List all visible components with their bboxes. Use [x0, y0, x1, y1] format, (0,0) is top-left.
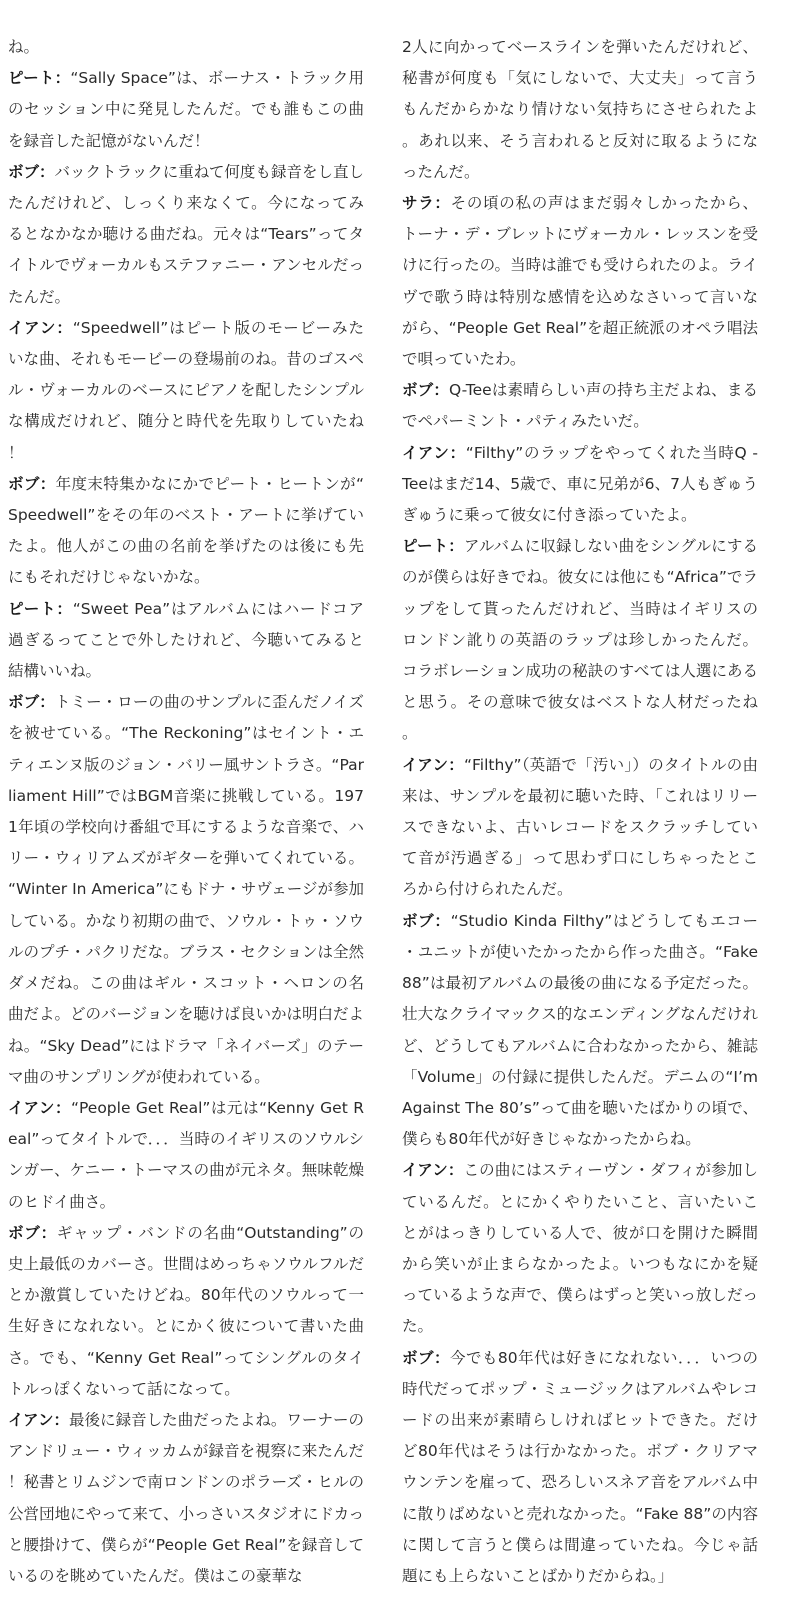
paragraph-text: “People Get Real”は元は“Kenny Get Real”ってタイトルで．．．当時のイギリスのソウルシンガー、ケニー・トーマスの曲が元ネタ。無味乾燥のヒドイ曲さ。: [8, 1098, 364, 1211]
speaker-label: ピート：: [8, 69, 71, 88]
paragraph: [402, 750, 758, 906]
speaker-label: イアン：: [402, 1161, 464, 1180]
speaker-label: ボブ：: [402, 1348, 450, 1367]
paragraph: [8, 1405, 364, 1592]
paragraph-text: “Filthy”（英語で「汚い」）のタイトルの由来は、サンプルを最初に聴いた時、「これはリリースできないよ、古いレコードをスクラッチしていて音が汚過ぎる」って思わず口にしちゃったところから付けられたんだ。: [402, 755, 758, 899]
speaker-label: ピート：: [402, 537, 464, 556]
speaker-label: サラ：: [402, 194, 451, 213]
paragraph: [402, 32, 758, 188]
paragraph-text: トミー・ローの曲のサンプルに歪んだノイズを被せている。“The Reckoning”はセイント・エティエンヌ版のジョン・バリー風サントラさ。“Parliament Hill”ではBGM音楽に挑戦している。1971年頃の学校向け番組で耳にするような音楽で、ハリー・ウィリアムズがギターを弾いてくれている。“Winter In America”にもドナ・サヴェージが参加している。かなり初期の曲で、ソウル・トゥ・ソウルのプチ・パクリだな。ブラス・セクションは全然ダメだね。この曲はギル・スコット・ヘロンの名曲だよ。どのバージョンを聴けば良いかは明白だよね。“Sky Dead”にはドラマ「ネイバーズ」のテーマ曲のサンプリングが使われている。: [8, 693, 364, 1086]
paragraph: [402, 1155, 758, 1342]
paragraph-text: バックトラックに重ねて何度も録音をし直したんだけれど、しっくり来なくて。今になってみるとなかなか聴ける曲だね。元々は“Tears”ってタイトルでヴォーカルもステファニー・アンセルだったんだ。: [8, 162, 364, 306]
speaker-label: イアン：: [402, 755, 464, 774]
speaker-label: ボブ：: [402, 911, 451, 930]
paragraph: [402, 531, 758, 749]
paragraph: [8, 1218, 364, 1405]
paragraph-text: ね。: [8, 38, 40, 56]
paragraph-text: 年度末特集かなにかでピート・ヒートンが“Speedwell”をその年のベスト・アートに挙げていたよ。他人がこの曲の名前を挙げたのは後にも先にもそれだけじゃないかな。: [8, 474, 364, 587]
paragraph: [8, 32, 364, 63]
speaker-label: ピート：: [8, 599, 73, 618]
speaker-label: ボブ：: [8, 474, 56, 493]
speaker-label: ボブ：: [8, 1223, 57, 1242]
paragraph-text: Q-Teeは素晴らしい声の持ち主だよね、まるでペパーミント・パティみたいだ。: [402, 381, 758, 431]
speaker-label: ボブ：: [8, 693, 55, 712]
paragraph: [402, 438, 758, 532]
speaker-label: イアン：: [8, 1410, 70, 1429]
speaker-label: イアン：: [402, 443, 466, 462]
speaker-label: ボブ：: [8, 162, 55, 181]
paragraph: [402, 1343, 758, 1593]
paragraph-text: “Speedwell”はピート版のモービーみたいな曲、それもモービーの登場前のね。昔のゴスペル・ヴォーカルのベースにピアノを配したシンプルな構成だけれど、随分と時代を先取りしていたね！: [8, 318, 364, 462]
paragraph: [402, 906, 758, 1156]
paragraph: [8, 1093, 364, 1218]
paragraph-text: 今でも80年代は好きになれない．．．いつの時代だってポップ・ミュージックはアルバムやレコードの出来が素晴らしければヒットできた。だけど80年代はそうは行かなかった。ボブ・クリアマウンテンを雇って、恐ろしいスネア音をアルバム中に散りばめないと売れなかった。“Fake 88”の内容に関して言うと僕らは間違っていたね。今じゃ話題にも上らないことばかりだからね。」: [402, 1348, 758, 1585]
paragraph: [8, 594, 364, 688]
paragraph-text: その頃の私の声はまだ弱々しかったから、トーナ・デ・ブレットにヴォーカル・レッスンを受けに行ったの。当時は誰でも受けられたのよ。ライヴで歌う時は特別な感情を込めなさいって言いながら、“People Get Real”を超正統派のオペラ唱法で唄っていたわ。: [402, 194, 758, 369]
paragraph-text: “Studio Kinda Filthy”はどうしてもエコー・ユニットが使いたかったから作った曲さ。“Fake 88”は最初アルバムの最後の曲になる予定だった。壮大なクライマックス的なエンディングなんだけれど、どうしてもアルバムに合わなかったから、雑誌「Volume」の付録に提供したんだ。デニムの“I’m Against The 80’s”って曲を聴いたばかりの頃で、僕らも80年代が好きじゃなかったからね。: [402, 911, 758, 1149]
speaker-label: イアン：: [8, 318, 73, 337]
paragraph-text: “Sally Space”は、ボーナス・トラック用のセッション中に発見したんだ。でも誰もこの曲を録音した記憶がないんだ！: [8, 69, 364, 150]
paragraph: [8, 469, 364, 594]
right-column: [402, 32, 758, 1592]
paragraph-text: “Filthy”のラップをやってくれた当時Q - Teeはまだ14、5歳で、車に兄弟が6、7人もぎゅうぎゅうに乗って彼女に付き添っていたよ。: [402, 443, 758, 525]
left-column: [8, 32, 364, 1592]
paragraph: [402, 188, 758, 375]
speaker-label: イアン：: [8, 1098, 71, 1117]
paragraph-text: アルバムに収録しない曲をシングルにするのが僕らは好きでね。彼女には他にも“Africa”でラップをして貰ったんだけれど、当時はイギリスのロンドン訛りの英語のラップは珍しかったんだ。コラボレーション成功の秘訣のすべては人選にあると思う。その意味で彼女はベストな人材だったね。: [402, 537, 758, 743]
paragraph: [8, 63, 364, 157]
paragraph-text: “Sweet Pea”はアルバムにはハードコア過ぎるってことで外したけれど、今聴いてみると結構いいね。: [8, 599, 364, 681]
speaker-label: ボブ：: [402, 381, 449, 400]
paragraph: [8, 313, 364, 469]
paragraph-text: ギャップ・バンドの名曲“Outstanding”の史上最低のカバーさ。世間はめっちゃソウルフルだとか激賞していたけどね。80年代のソウルって一生好きになれない。とにかく彼について書いた曲さ。でも、“Kenny Get Real”ってシングルのタイトルっぽくないって話になって。: [8, 1223, 364, 1398]
paragraph: [8, 687, 364, 1093]
paragraph-text: 最後に録音した曲だったよね。ワーナーのアンドリュー・ウィッカムが録音を視察に来たんだ！秘書とリムジンで南ロンドンのポラーズ・ヒルの公営団地にやって来て、小っさいスタジオにドカっと腰掛けて、僕らが“People Get Real”を録音しているのを眺めていたんだ。僕はこの豪華な: [8, 1410, 364, 1585]
paragraph: [402, 375, 758, 437]
paragraph-text: この曲にはスティーヴン・ダフィが参加しているんだ。とにかくやりたいこと、言いたいことがはっきりしている人で、彼が口を開けた瞬間から笑いが止まらなかったよ。いつもなにかを疑っているような声で、僕らはずっと笑いっ放しだった。: [402, 1161, 758, 1336]
paragraph: [8, 157, 364, 313]
paragraph-text: 2人に向かってベースラインを弾いたんだけれど、秘書が何度も「気にしないで、大丈夫」って言うもんだからかなり情けない気持ちにさせられたよ。あれ以来、そう言われると反対に取るようになったんだ。: [402, 38, 758, 181]
